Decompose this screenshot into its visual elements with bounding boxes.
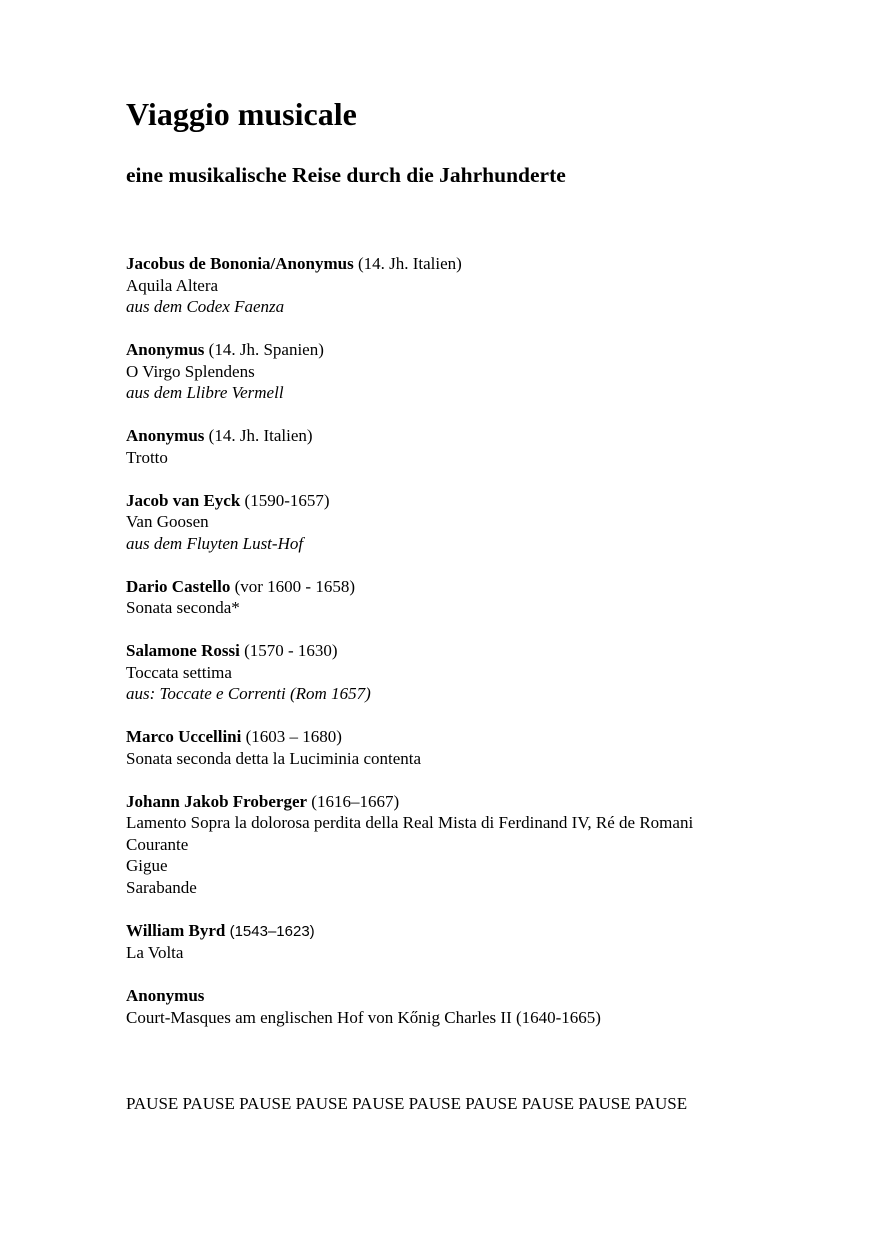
composer-dates: (1603 – 1680) xyxy=(245,727,342,746)
work-title: Court-Masques am englischen Hof von Kőnig Charles II (1640-1665) xyxy=(126,1007,601,1027)
pause-line: PAUSE PAUSE PAUSE PAUSE PAUSE PAUSE PAUSE PAUSE PAUSE PAUSE xyxy=(126,1094,688,1113)
composer-dates: (vor 1600 - 1658) xyxy=(234,576,355,596)
composer-name: Jacobus de Bononia/Anonymus xyxy=(126,254,354,273)
work-title: Toccata settima xyxy=(126,662,232,682)
program-entry xyxy=(126,791,846,899)
work-source: aus: Toccate e Correnti (Rom 1657) xyxy=(126,684,371,703)
composer-dates: (1590-1657) xyxy=(244,490,330,510)
composer-dates: (14. Jh. Italien) xyxy=(357,254,462,273)
composer-line xyxy=(126,490,846,512)
composer-name: Anonymus xyxy=(126,426,205,445)
composer-line xyxy=(126,253,846,275)
program-entry xyxy=(126,339,846,404)
work-title: Van Goosen xyxy=(126,512,209,531)
composer-dates: (14. Jh. Spanien) xyxy=(208,340,324,359)
composer-name: Dario Castello xyxy=(126,576,231,596)
composer-name: Jacob van Eyck xyxy=(126,490,241,510)
composer-line xyxy=(126,985,846,1007)
program-entry xyxy=(126,425,846,468)
composer-line xyxy=(126,576,846,598)
work-title: O Virgo Splendens xyxy=(126,361,255,381)
work-title: La Volta xyxy=(126,943,184,962)
work-source: aus dem Codex Faenza xyxy=(126,297,285,316)
composer-line xyxy=(126,425,846,447)
composer-name: Marco Uccellini xyxy=(126,727,242,746)
composer-line xyxy=(126,726,846,748)
program-entry xyxy=(126,490,846,555)
composer-name: Johann Jakob Froberger xyxy=(126,791,308,811)
composer-dates: (1616–1667) xyxy=(311,791,400,811)
composer-dates: (14. Jh. Italien) xyxy=(208,426,313,445)
program-entry xyxy=(126,726,846,769)
composer-dates: (1570 - 1630) xyxy=(244,641,338,660)
program-entry xyxy=(126,920,846,964)
composer-line xyxy=(126,920,846,943)
composer-name: William Byrd xyxy=(126,920,226,940)
page-subtitle: eine musikalische Reise durch die Jahrhunderte xyxy=(126,163,566,187)
composer-dates: (1543–1623) xyxy=(229,922,315,940)
program-entry xyxy=(126,253,846,318)
composer-name: Salamone Rossi xyxy=(126,641,240,660)
composer-line xyxy=(126,791,846,813)
page-title: Viaggio musicale xyxy=(126,96,357,132)
composer-name: Anonymus xyxy=(126,340,205,359)
work-title: Trotto xyxy=(126,447,168,467)
work-title: Sarabande xyxy=(126,877,197,897)
composer-line xyxy=(126,339,846,361)
work-title: Sonata seconda detta la Luciminia contenta xyxy=(126,748,422,768)
work-title: Sonata seconda* xyxy=(126,598,240,617)
composer-line xyxy=(126,640,846,662)
work-title: Gigue xyxy=(126,856,168,875)
work-title: Courante xyxy=(126,834,189,854)
program-entry xyxy=(126,640,846,705)
program-list xyxy=(126,253,846,1050)
program-entry xyxy=(126,985,846,1028)
work-title: Aquila Altera xyxy=(126,275,219,295)
program-entry xyxy=(126,576,846,619)
work-title: Lamento Sopra la dolorosa perdita della Real Mista di Ferdinand IV, Ré de Romani xyxy=(126,813,694,832)
work-source: aus dem Fluyten Lust-Hof xyxy=(126,533,304,553)
composer-name: Anonymus xyxy=(126,986,205,1005)
work-source: aus dem Llibre Vermell xyxy=(126,383,284,402)
